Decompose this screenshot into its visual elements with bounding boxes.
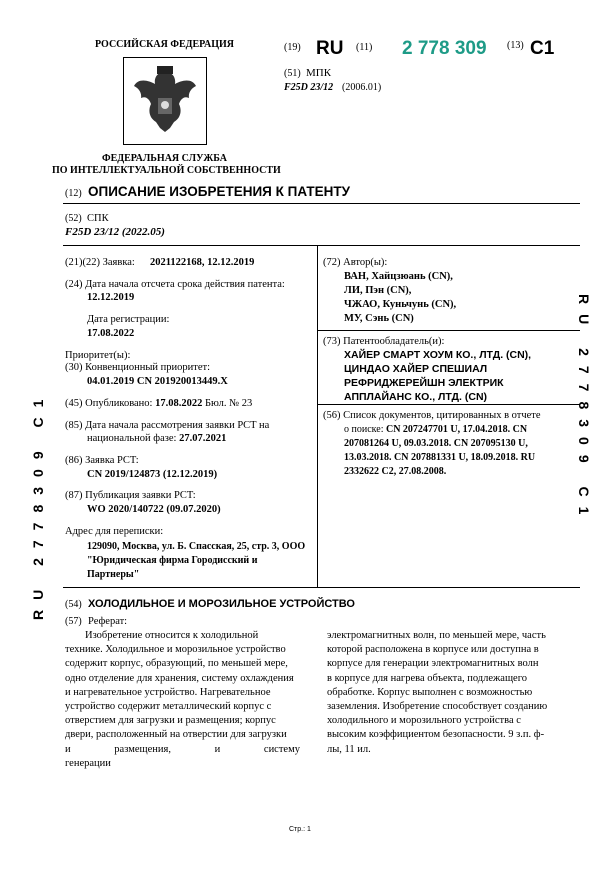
abstract-right-column (327, 629, 562, 757)
code-87: (87) (65, 490, 83, 501)
code-24: (24) (65, 279, 83, 290)
divider (317, 404, 580, 405)
bulletin: Бюл. № 23 (204, 398, 253, 409)
code-86: (86) (65, 455, 83, 466)
agency-line2: ПО ИНТЕЛЛЕКТУАЛЬНОЙ СОБСТВЕННОСТИ (52, 165, 281, 176)
abstract-line: содержит корпус, образующий, по меньшей мере, (65, 658, 288, 670)
divider (63, 587, 580, 588)
author-name: ВАН, Хайцзюань (CN), (344, 271, 453, 282)
author-name: ЧЖАО, Куньчунь (CN), (344, 299, 457, 310)
abstract-label: Реферат: (88, 616, 128, 627)
column-divider (317, 245, 318, 587)
code-72: (72) (323, 257, 341, 268)
published-label: Опубликовано: (85, 398, 153, 409)
country-code: RU (316, 38, 344, 59)
divider (63, 203, 580, 204)
priority-label: Приоритет(ы): (65, 350, 131, 361)
registration-value: 17.08.2022 (87, 328, 135, 339)
start-date-value: 12.12.2019 (87, 292, 135, 303)
abstract-line: устройство содержит металлический корпус с (65, 701, 272, 713)
mpk-class: F25D 23/12 (284, 82, 334, 93)
page-number: Стр.: 1 (289, 826, 311, 833)
abstract-line: и размещения, и систему генерации (65, 743, 300, 769)
abstract-line: Изобретение относится к холодильной (85, 630, 259, 641)
author-name: ЛИ, Пэн (CN), (344, 285, 412, 296)
holder-line: РЕФРИДЖЕРЕЙШН ЭЛЕКТРИК (344, 377, 504, 389)
code-45: (45) (65, 398, 83, 409)
code-19: (19) (284, 42, 301, 53)
pct-start-label: Дата начала рассмотрения заявки PCT на (85, 420, 270, 431)
agency-line1: ФЕДЕРАЛЬНАЯ СЛУЖБА (102, 153, 227, 164)
side-label-left: RU 2778309 C1 (30, 389, 46, 620)
authors-label: Автор(ы): (343, 257, 388, 268)
spk-label: СПК (87, 213, 109, 224)
invention-title: ХОЛОДИЛЬНОЕ И МОРОЗИЛЬНОЕ УСТРОЙСТВО (88, 598, 355, 610)
document-title: ОПИСАНИЕ ИЗОБРЕТЕНИЯ К ПАТЕНТУ (88, 184, 351, 199)
abstract-line: одно отделение для хранения, систему охлаждения (65, 672, 294, 684)
code-21-22: (21)(22) (65, 257, 100, 268)
abstract-line: корпусе для генерации электромагнитных волн (327, 658, 539, 670)
pct-app-label: Заявка PCT: (85, 455, 139, 466)
address-line3: Партнеры" (87, 569, 140, 580)
pct-app-value: CN 2019/124873 (12.12.2019) (87, 469, 218, 480)
side-label-right: RU 2778309 C1 (576, 294, 592, 525)
abstract-line: лы, 11 ил. (327, 743, 371, 755)
abstract-line: высоким коэффициентом безопасности. 9 з.п. ф- (327, 729, 545, 741)
abstract-line: в корпусе для нагрева объекта, подлежащего (327, 672, 528, 684)
spk-value: F25D 23/12 (2022.05) (65, 226, 165, 238)
code-85: (85) (65, 420, 83, 431)
application-value: 2021122168, 12.12.2019 (150, 257, 255, 268)
abstract-line: обработке. Корпус выполнен с возможностью (327, 686, 533, 698)
application-label: Заявка: (102, 257, 135, 268)
holder-line: ЦИНДАО ХАЙЕР СПЕШИАЛ (344, 363, 488, 375)
code-13: (13) (507, 40, 524, 51)
start-date-label: Дата начала отсчета срока действия патента: (85, 279, 285, 290)
cited-line: 2332622 C2, 27.08.2008. (344, 466, 447, 477)
mpk-year: (2006.01) (342, 82, 382, 93)
abstract-left-column (65, 629, 300, 771)
kind-code: C1 (530, 38, 555, 59)
holders-label: Патентообладатель(и): (343, 336, 445, 347)
pct-start-value: 27.07.2021 (179, 433, 227, 444)
abstract-line: технике. Холодильное и морозильное устройство (65, 644, 286, 656)
country-name: РОССИЙСКАЯ ФЕДЕРАЦИЯ (95, 39, 235, 50)
code-51: (51) (284, 68, 301, 79)
abstract-line: двери, расположенный на отверстии для загрузки (65, 729, 287, 741)
emblem-frame (123, 57, 207, 145)
author-name: МУ, Сэнь (CN) (344, 313, 414, 324)
abstract-line: электромагнитных волн, по меньшей мере, часть (327, 630, 546, 641)
holder-line: ХАЙЕР СМАРТ ХОУМ КО., ЛТД. (CN), (344, 349, 532, 361)
code-57: (57) (65, 616, 82, 627)
abstract-line: которой расположена в корпусе или доступна в (327, 644, 539, 656)
code-52: (52) (65, 213, 82, 224)
cited-label: Список документов, цитированных в отчете (343, 410, 541, 421)
code-30: (30) (65, 362, 83, 373)
abstract-line: и нагревательное устройство. Нагревательное (65, 686, 271, 698)
code-73: (73) (323, 336, 341, 347)
cited-line: 13.03.2018. CN 207881331 U, 18.09.2018. RU (344, 452, 536, 463)
registration-label: Дата регистрации: (87, 314, 170, 325)
pct-start-label2: национальной фазе: (87, 433, 177, 444)
code-54: (54) (65, 599, 82, 610)
cited-line: 207081264 U, 09.03.2018. CN 207095130 U, (344, 438, 528, 449)
address-line2: "Юридическая фирма Городисский и (87, 555, 258, 566)
coat-of-arms-icon (124, 58, 206, 144)
abstract-line: заземления. Изобретение способствует созданию (327, 701, 548, 713)
cited-prefix: о поиске: (344, 424, 384, 435)
divider (317, 330, 580, 331)
code-11: (11) (356, 42, 373, 53)
pct-pub-label: Публикация заявки PCT: (85, 490, 196, 501)
abstract-line: холодильного и морозильного устройства с (327, 715, 521, 727)
mpk-label: МПК (306, 67, 332, 79)
code-12: (12) (65, 188, 82, 199)
priority-sub: Конвенционный приоритет: (85, 362, 211, 373)
divider (63, 245, 580, 246)
priority-value: 04.01.2019 CN 201920013449.X (87, 376, 228, 387)
patent-number: 2 778 309 (402, 38, 487, 59)
holder-line: АППЛАЙАНС КО., ЛТД. (CN) (344, 391, 488, 403)
address-line1: 129090, Москва, ул. Б. Спасская, 25, стр. 3, ООО (87, 541, 306, 552)
abstract-line: отверстием для загрузки и размещения; корпус (65, 715, 276, 727)
address-label: Адрес для переписки: (65, 526, 164, 537)
cited-line: CN 207247701 U, 17.04.2018. CN (385, 424, 528, 435)
pct-pub-value: WO 2020/140722 (09.07.2020) (87, 504, 221, 515)
published-value: 17.08.2022 (155, 398, 203, 409)
code-56: (56) (323, 410, 341, 421)
